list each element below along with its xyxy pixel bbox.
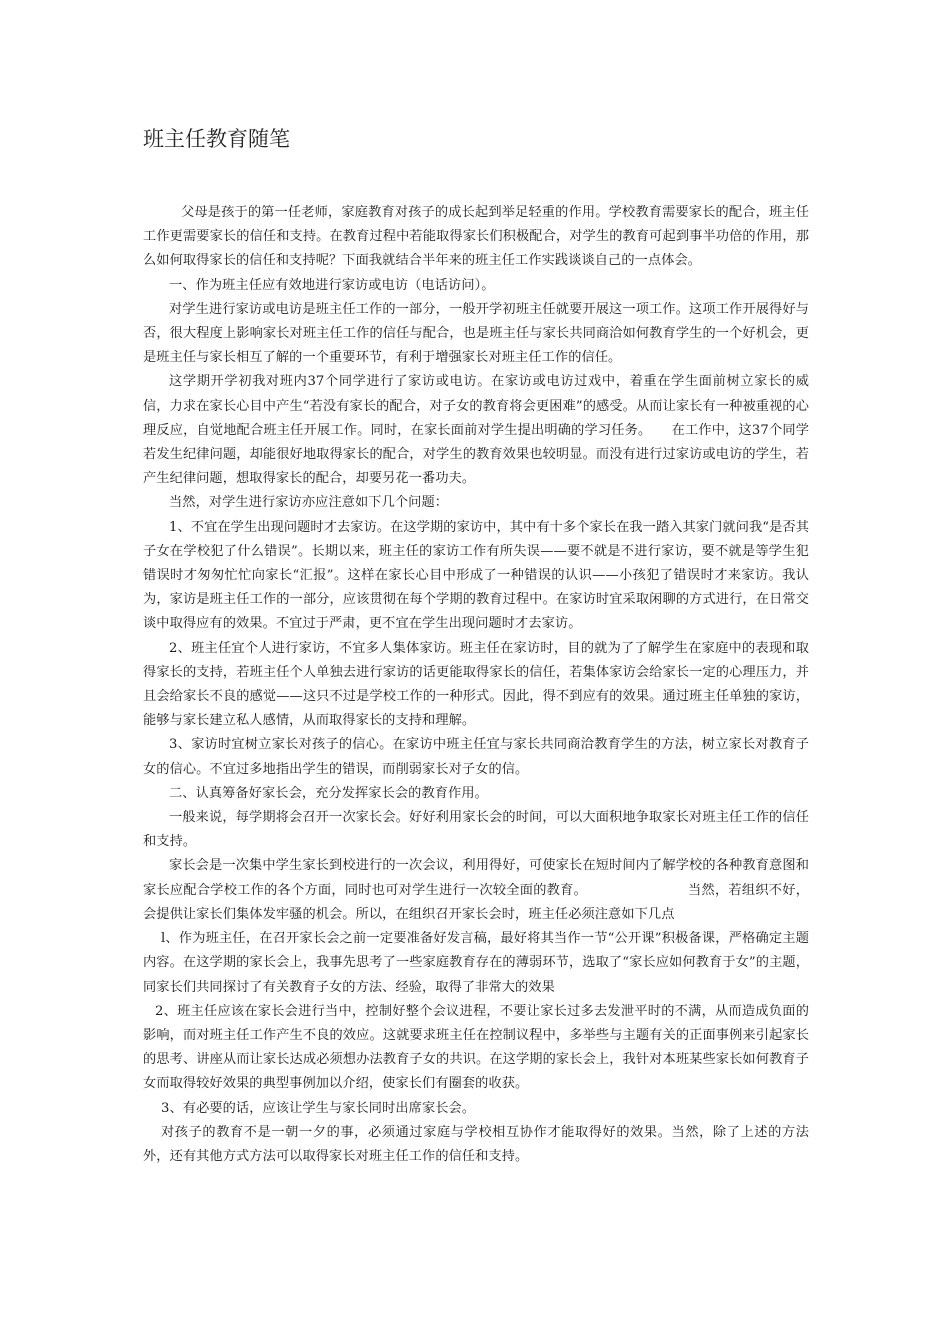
list-item-3: 3、家访时宜树立家长对孩子的信心。在家访中班主任宜与家长共同商洽教育学生的方法，树立家长对教育子女的信心。不宜过多地指出学生的错误，而削弱家长对子女的信。: [143, 737, 809, 777]
document-title: 班主任教育随笔: [143, 127, 290, 151]
paragraph: 家长会是一次集中学生家长到校进行的一次会议，利用得好，可使家长在短时间内了解学校的各种教育意图和家长应配合学校工作的各个方面，同时也可对学生进行一次较全面的教育。 当然，若组织不好，会提供让家长们集体发牢骚的机会。所以，在组织召开家长会时，班主任必须注意如下几点: [143, 858, 809, 922]
section-heading-2: 二、认真筹备好家长会，充分发挥家长会的教育作用。: [169, 785, 488, 801]
list-item-1: 1、不宜在学生出现问题时才去家访。在这学期的家访中，其中有十多个家长在我一踏入其家门就问我“是否其子女在学校犯了什么错误”。长期以来，班主任的家访工作有所失误——要不就是不进行家访，要不就是等学生犯错误时才匆匆忙忙向家长“汇报”。这样在家长心目中形成了一种错误的认识——小孩犯了错误时才来家访。我认为，家访是班主任工作的一部分，应该贯彻在每个学期的教育过程中。在家访时宜采取闲聊的方式进行，在日常交谈中取得应有的效果。不宜过于严肃，更不宜在学生出现问题时才去家访。: [143, 519, 809, 632]
section-heading-1: 一、作为班主任应有效地进行家访或电访（电话访问）。: [169, 277, 495, 293]
document-body: [143, 201, 809, 1169]
list-item-2: 2、班主任宜个人进行家访，不宜多人集体家访。班主任在家访时，目的就为了了解学生在家庭中的表现和取得家长的支持，若班主任个人单独去进行家访的话更能取得家长的信任，若集体家访会给家长一定的心理压力，并且会给家长不良的感觉——这只不过是学校工作的一种形式。因此，得不到应有的效果。通过班主任单独的家访，能够与家长建立私人感情，从而取得家长的支持和理解。: [143, 640, 809, 729]
paragraph-conclusion: 对孩子的教育不是一朝一夕的事，必须通过家庭与学校相互协作才能取得好的效果。当然，除了上述的方法外，还有其他方式方法可以取得家长对班主任工作的信任和支持。: [143, 1124, 809, 1164]
paragraph: 对学生进行家访或电访是班主任工作的一部分，一般开学初班主任就要开展这一项工作。这项工作开展得好与否，很大程度上影响家长对班主任工作的信任与配合，也是班主任与家长共同商洽如何教育学生的一个好机会，更是班主任与家长相互了解的一个重要环节，有利于增强家长对班主任工作的信任。: [143, 301, 809, 366]
paragraph: 一般来说，每学期将会召开一次家长会。好好利用家长会的时间，可以大面积地争取家长对班主任工作的信任和支持。: [143, 810, 809, 850]
paragraph-intro: 父母是孩于的第一任老师，家庭教育对孩子的成长起到举足轻重的作用。学校教育需要家长的配合，班主任工作更需要家长的信任和支持。在教育过程中若能取得家长们积极配合，对学生的教育可起到事半功倍的作用，那么如何取得家长的信任和支持呢？下面我就结合半年来的班主任工作实践谈谈自己的一点体会。: [143, 205, 809, 269]
paragraph: 这学期开学初我对班内37个同学进行了家访或电访。在家访或电访过戏中，着重在学生面前树立家长的威信，力求在家长心目中产生“若没有家长的配合，对子女的教育将会更困难”的感受。从而让家长有一种被重视的心理反应，自觉地配合班主任开展工作。同时，在家长面前对学生提出明确的学习任务。 在工作中，这37个同学若发生纪律问题，却能很好地取得家长的配合，对学生的教育效果也较明显。而没有进行过家访或电访的学生，若产生纪律问题，想取得家长的配合，却要另花一番功夫。: [143, 374, 809, 487]
list-item-1b: l、作为班主任，在召开家长会之前一定要准备好发言稿，最好将其当作一节“公开课”积极备课，严格确定主题内容。在这学期的家长会上，我事先思考了一些家庭教育存在的薄弱环节，选取了“家长应如何教育于女”的主题，同家长们共同探讨了有关教育子女的方法、经验，取得了非常大的效果: [143, 931, 809, 995]
list-item-2b: 2、班主任应该在家长会进行当中，控制好整个会议进程，不要让家长过多去发泄平时的不满，从而造成负面的影响，而对班主任工作产生不良的效应。这就要求班主任在控制议程中，多举些与主题有关的正面事例来引起家长的思考、讲座从而让家长达成必须想办法教育子女的共识。在这学期的家长会上，我针对本班某些家长如何教育子女而取得较好效果的典型事例加以介绍，使家长们有圈套的收获。: [143, 1003, 809, 1092]
paragraph: 当然，对学生进行家访亦应注意如下几个问题：: [169, 495, 449, 511]
list-item-3b: 3、有必要的话，应该让学生与家长同时出席家长会。: [161, 1100, 476, 1116]
